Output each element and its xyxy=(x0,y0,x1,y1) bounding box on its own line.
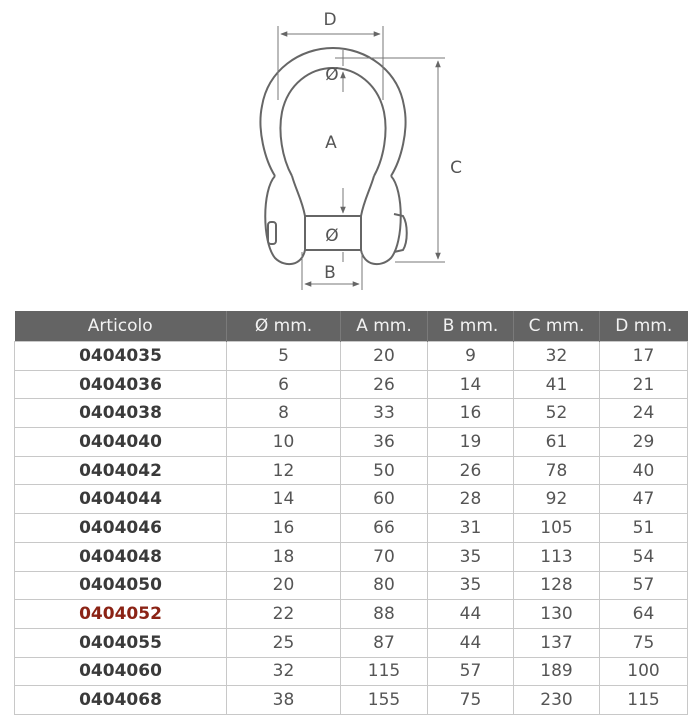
cell-a: 80 xyxy=(341,571,428,600)
cell-d: 115 xyxy=(600,686,688,715)
cell-b: 35 xyxy=(428,542,514,571)
dimension-c xyxy=(335,58,445,262)
dimension-c-label: C xyxy=(450,158,462,178)
spec-table xyxy=(14,311,688,715)
cell-code: 0404055 xyxy=(15,628,227,657)
shackle-right-eye xyxy=(361,176,407,264)
table-row xyxy=(15,342,688,371)
cell-diameter: 12 xyxy=(227,456,341,485)
cell-diameter: 38 xyxy=(227,686,341,715)
cell-b: 35 xyxy=(428,571,514,600)
cell-diameter: 16 xyxy=(227,514,341,543)
header-diameter: Ø mm. xyxy=(227,311,341,342)
cell-a: 88 xyxy=(341,600,428,629)
cell-a: 33 xyxy=(341,399,428,428)
cell-code: 0404068 xyxy=(15,686,227,715)
cell-b: 26 xyxy=(428,456,514,485)
cell-a: 115 xyxy=(341,657,428,686)
cell-d: 24 xyxy=(600,399,688,428)
cell-diameter: 10 xyxy=(227,428,341,457)
cell-c: 105 xyxy=(514,514,600,543)
header-c: C mm. xyxy=(514,311,600,342)
cell-diameter: 14 xyxy=(227,485,341,514)
cell-a: 155 xyxy=(341,686,428,715)
cell-c: 41 xyxy=(514,370,600,399)
cell-d: 51 xyxy=(600,514,688,543)
cell-d: 100 xyxy=(600,657,688,686)
cell-b: 16 xyxy=(428,399,514,428)
table-row xyxy=(15,686,688,715)
cell-code: 0404048 xyxy=(15,542,227,571)
cell-code: 0404035 xyxy=(15,342,227,371)
cell-code: 0404036 xyxy=(15,370,227,399)
cell-b: 75 xyxy=(428,686,514,715)
cell-a: 50 xyxy=(341,456,428,485)
cell-b: 19 xyxy=(428,428,514,457)
cell-b: 57 xyxy=(428,657,514,686)
cell-d: 47 xyxy=(600,485,688,514)
cell-b: 28 xyxy=(428,485,514,514)
dimension-b-label: B xyxy=(324,263,336,283)
cell-a: 26 xyxy=(341,370,428,399)
cell-a: 87 xyxy=(341,628,428,657)
cell-diameter: 5 xyxy=(227,342,341,371)
cell-d: 64 xyxy=(600,600,688,629)
cell-b: 44 xyxy=(428,600,514,629)
cell-b: 31 xyxy=(428,514,514,543)
cell-c: 189 xyxy=(514,657,600,686)
cell-c: 78 xyxy=(514,456,600,485)
cell-c: 113 xyxy=(514,542,600,571)
cell-a: 70 xyxy=(341,542,428,571)
cell-code: 0404040 xyxy=(15,428,227,457)
cell-diameter: 22 xyxy=(227,600,341,629)
cell-d: 40 xyxy=(600,456,688,485)
dimension-a-label: A xyxy=(325,133,337,153)
cell-c: 61 xyxy=(514,428,600,457)
cell-diameter: 8 xyxy=(227,399,341,428)
cell-diameter: 6 xyxy=(227,370,341,399)
header-b: B mm. xyxy=(428,311,514,342)
cell-code: 0404060 xyxy=(15,657,227,686)
table-row xyxy=(15,542,688,571)
cell-code: 0404038 xyxy=(15,399,227,428)
cell-c: 32 xyxy=(514,342,600,371)
cell-c: 92 xyxy=(514,485,600,514)
cell-c: 52 xyxy=(514,399,600,428)
cell-d: 29 xyxy=(600,428,688,457)
cell-diameter: 18 xyxy=(227,542,341,571)
cell-c: 230 xyxy=(514,686,600,715)
cell-diameter: 32 xyxy=(227,657,341,686)
cell-b: 9 xyxy=(428,342,514,371)
cell-c: 130 xyxy=(514,600,600,629)
cell-c: 137 xyxy=(514,628,600,657)
table-row xyxy=(15,399,688,428)
cell-code: 0404050 xyxy=(15,571,227,600)
cell-diameter: 20 xyxy=(227,571,341,600)
cell-d: 75 xyxy=(600,628,688,657)
cell-d: 57 xyxy=(600,571,688,600)
cell-code: 0404052 xyxy=(15,600,227,629)
cell-diameter: 25 xyxy=(227,628,341,657)
cell-code: 0404044 xyxy=(15,485,227,514)
cell-a: 66 xyxy=(341,514,428,543)
table-header xyxy=(15,311,688,342)
cell-a: 60 xyxy=(341,485,428,514)
table-row xyxy=(15,428,688,457)
table-row xyxy=(15,628,688,657)
cell-d: 21 xyxy=(600,370,688,399)
table-row xyxy=(15,370,688,399)
table-row xyxy=(15,456,688,485)
dimension-d-label: D xyxy=(323,10,337,30)
cell-code: 0404042 xyxy=(15,456,227,485)
cell-a: 20 xyxy=(341,342,428,371)
shackle-left-eye xyxy=(265,176,305,264)
diameter-pin-label: Ø xyxy=(325,226,339,246)
cell-c: 128 xyxy=(514,571,600,600)
header-articolo: Articolo xyxy=(15,311,227,342)
shackle-diagram xyxy=(0,0,700,300)
table-row xyxy=(15,514,688,543)
header-a: A mm. xyxy=(341,311,428,342)
table-body xyxy=(15,342,688,715)
table-row xyxy=(15,657,688,686)
cell-a: 36 xyxy=(341,428,428,457)
table-row xyxy=(15,600,688,629)
cell-d: 54 xyxy=(600,542,688,571)
diameter-top-label: Ø xyxy=(325,65,339,85)
dimension-d xyxy=(278,26,383,100)
cell-d: 17 xyxy=(600,342,688,371)
cell-b: 44 xyxy=(428,628,514,657)
header-d: D mm. xyxy=(600,311,688,342)
table-row xyxy=(15,571,688,600)
table-row xyxy=(15,485,688,514)
cell-code: 0404046 xyxy=(15,514,227,543)
cell-b: 14 xyxy=(428,370,514,399)
